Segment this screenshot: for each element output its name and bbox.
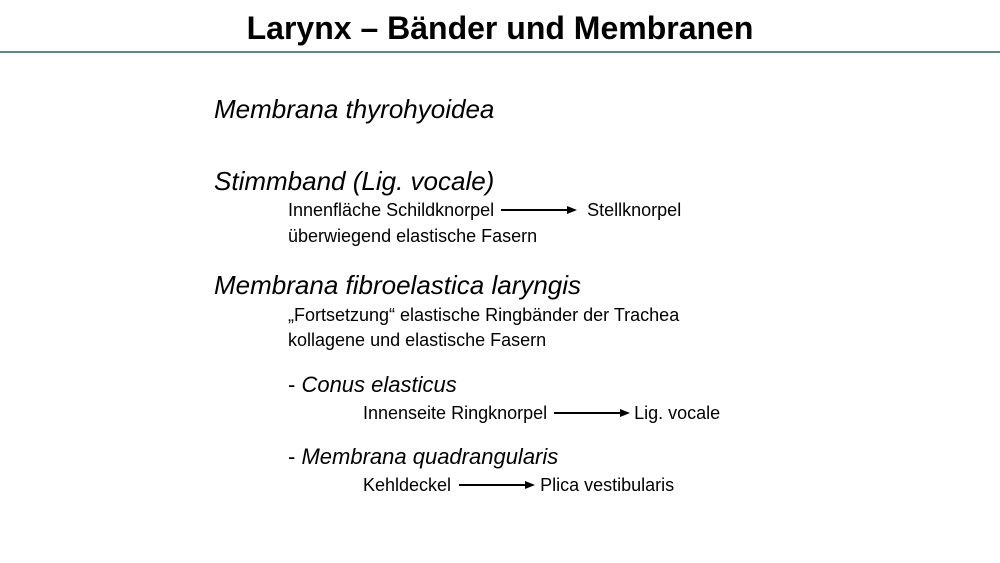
slide-title: Larynx – Bänder und Membranen (246, 10, 754, 46)
right-arrow-icon (459, 479, 535, 491)
stimmband-note: überwiegend elastische Fasern (288, 226, 538, 246)
stimmband-to: Stellknorpel (587, 200, 682, 220)
fibroelastica-line-1: „Fortsetzung“ elastische Ringbänder der Trachea (288, 305, 680, 325)
stimmband-relation (288, 199, 681, 221)
conus-dash: - (288, 372, 302, 397)
subheading-conus-elasticus (288, 372, 457, 398)
quadrangularis-label: Membrana quadrangularis (301, 444, 559, 469)
right-arrow-icon (554, 407, 630, 419)
conus-to: Lig. vocale (634, 403, 721, 423)
conus-from: Innenseite Ringknorpel (363, 403, 548, 423)
heading-stimmband: Stimmband (Lig. vocale) (214, 166, 495, 196)
quadrangularis-dash: - (288, 444, 302, 469)
subheading-membrana-quadrangularis (288, 444, 558, 470)
heading-membrana-fibroelastica: Membrana fibroelastica laryngis (214, 270, 582, 300)
quadrangularis-from: Kehldeckel (363, 475, 452, 495)
conus-label: Conus elasticus (301, 372, 457, 397)
right-arrow-icon (501, 204, 577, 216)
quadrangularis-to: Plica vestibularis (540, 475, 675, 495)
quadrangularis-relation (363, 474, 674, 496)
heading-membrana-thyrohyoidea: Membrana thyrohyoidea (214, 94, 495, 124)
conus-relation (363, 402, 720, 424)
title-divider (0, 51, 1000, 53)
stimmband-from: Innenfläche Schildknorpel (288, 200, 495, 220)
fibroelastica-line-2: kollagene und elastische Fasern (288, 330, 547, 350)
